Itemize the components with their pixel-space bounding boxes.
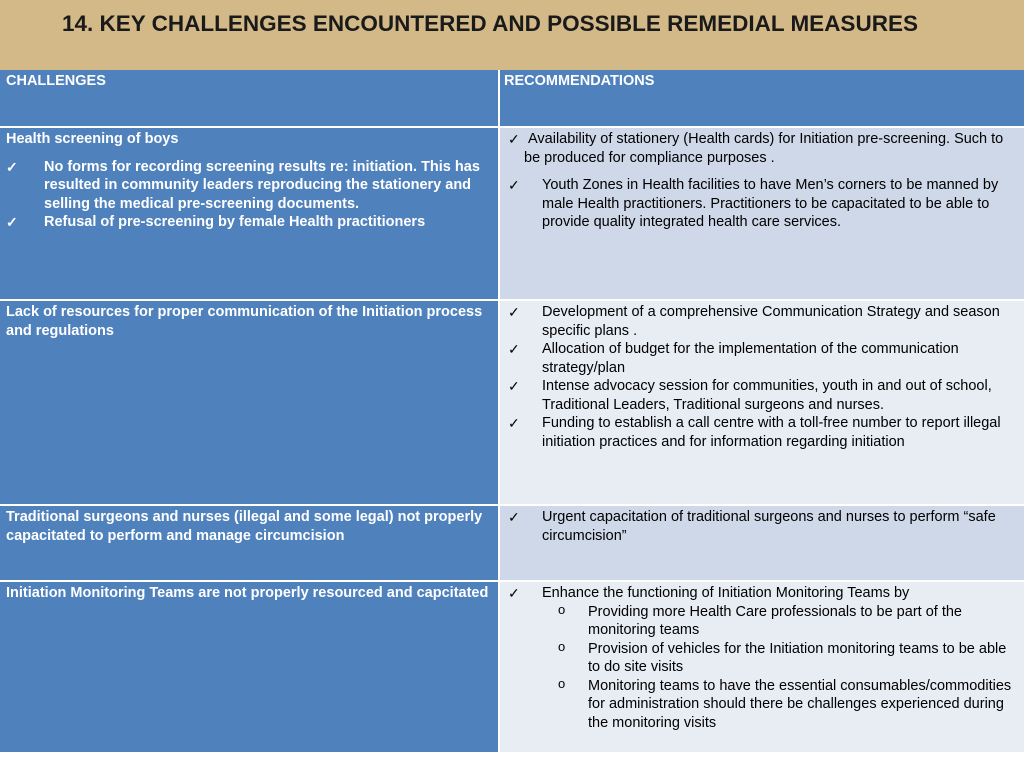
checkmark-icon: ✓ — [508, 415, 520, 431]
challenge-title: Health screening of boys — [6, 131, 179, 147]
challenge-cell-3: Traditional surgeons and nurses (illegal and some legal) not properly capacitated to perform and manage circumcision — [0, 506, 498, 580]
sub-recommendation-item — [504, 603, 1018, 640]
recommendation-item — [504, 508, 1018, 545]
circle-bullet-icon: o — [558, 601, 566, 617]
recommendation-item — [504, 340, 1018, 377]
recommendation-text: Development of a comprehensive Communication Strategy and season specific plans . — [542, 304, 1000, 339]
recommendation-item — [504, 130, 1018, 167]
header-challenges: CHALLENGES — [0, 70, 498, 126]
checkmark-icon: ✓ — [6, 158, 18, 175]
recommendation-text: Urgent capacitation of traditional surgeons and nurses to perform “safe circumcision” — [542, 509, 996, 544]
sub-recommendation-text: Provision of vehicles for the Initiation monitoring teams to be able to do site visits — [588, 640, 1007, 675]
recommendation-cell-1 — [500, 128, 1024, 299]
slide-title: 14. KEY CHALLENGES ENCOUNTERED AND POSSIBLE REMEDIAL MEASURES — [62, 11, 918, 36]
recommendation-text: Allocation of budget for the implementation of the communication strategy/plan — [542, 341, 959, 376]
recommendation-cell-2 — [500, 301, 1024, 504]
challenge-item-text: Refusal of pre-screening by female Health practitioners — [44, 214, 426, 230]
recommendation-item — [504, 303, 1018, 340]
checkmark-icon: ✓ — [508, 177, 520, 193]
challenge-cell-2: Lack of resources for proper communication of the Initiation process and regulations — [0, 301, 498, 504]
checkmark-icon: ✓ — [508, 585, 520, 601]
sub-recommendation-item — [504, 640, 1018, 677]
recommendation-item — [504, 584, 1018, 603]
recommendation-item — [504, 414, 1018, 451]
checkmark-icon: ✓ — [508, 304, 520, 320]
recommendation-item — [504, 377, 1018, 414]
recommendation-text: Youth Zones in Health facilities to have Men’s corners to be manned by male Health practitioners. Practitioners to be capacitated to be able to provide quality integrated health care services. — [542, 177, 999, 230]
recommendation-item — [504, 176, 1018, 232]
challenge-cell-1 — [0, 128, 498, 299]
sub-recommendation-text: Monitoring teams to have the essential consumables/commodities for administration should there be challenges experienced during the monitoring visits — [588, 677, 1012, 731]
challenge-item — [6, 158, 492, 214]
checkmark-icon: ✓ — [508, 509, 520, 525]
checkmark-icon: ✓ — [508, 378, 520, 394]
sub-recommendation-text: Providing more Health Care professionals to be part of the monitoring teams — [588, 603, 962, 638]
challenge-item — [6, 213, 492, 232]
recommendation-text: Enhance the functioning of Initiation Monitoring Teams by — [542, 585, 910, 601]
recommendation-text: Funding to establish a call centre with a toll-free number to report illegal initiation practices and for information regarding initiation — [542, 415, 1001, 450]
circle-bullet-icon: o — [558, 675, 566, 691]
header-recommendations: RECOMMENDATIONS — [500, 70, 1024, 126]
challenge-cell-4: Initiation Monitoring Teams are not properly resourced and capcitated — [0, 582, 498, 752]
recommendation-cell-4 — [500, 582, 1024, 752]
recommendation-cell-3 — [500, 506, 1024, 580]
checkmark-icon: ✓ — [508, 131, 520, 147]
recommendation-text: Intense advocacy session for communities, youth in and out of school, Traditional Leaders, Traditional surgeons and nurses. — [542, 378, 992, 413]
circle-bullet-icon: o — [558, 638, 566, 654]
challenge-item-text: No forms for recording screening results re: initiation. This has resulted in community leaders reproducing the stationery and selling the medical pre-screening documents. — [44, 158, 480, 212]
checkmark-icon: ✓ — [508, 341, 520, 357]
sub-recommendation-item — [504, 677, 1018, 733]
recommendation-text: Availability of stationery (Health cards) for Initiation pre-screening. Such to be produced for compliance purposes . — [524, 131, 1004, 166]
checkmark-icon: ✓ — [6, 214, 18, 230]
